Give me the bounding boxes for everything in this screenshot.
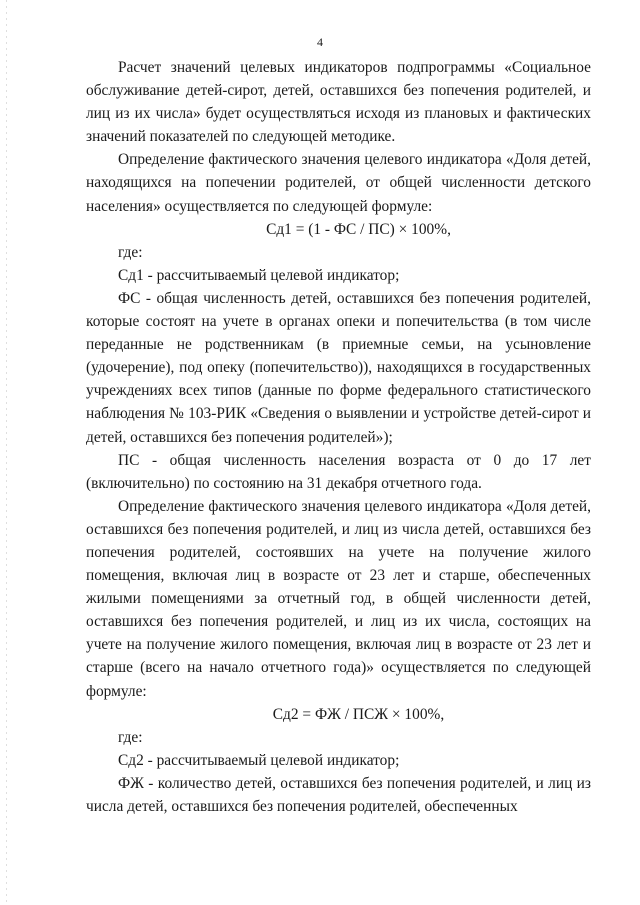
paragraph-ps-definition: ПС - общая численность населения возраста от 0 до 17 лет (включительно) по состоянию на 31 декабря отчетного года. — [86, 451, 591, 492]
scan-edge — [6, 0, 7, 905]
document-body — [86, 56, 591, 818]
paragraph-sd2-definition: Сд2 - рассчитываемый целевой индикатор; — [118, 751, 400, 769]
paragraph-definition-1: Определение фактического значения целевого индикатора «Доля детей, находящихся на попечении родителей, от общей численности детского населения» осуществляется по следующей формуле: — [86, 151, 591, 215]
formula-sd2: Сд2 = ФЖ / ПСЖ × 100%, — [272, 705, 445, 723]
paragraph-fs-definition: ФС - общая численность детей, оставшихся без попечения родителей, которые состоят на учете в органах опеки и попечительства (в том числе переданные не родственникам (в приемные семьи, на усыновление (удочерение), под опеку (попечительство)), находящихся в государственных учреждениях всех типов (данные по форме федерального статистического наблюдения № 103-РИК «Сведения о выявлении и устройстве детей-сирот и детей, оставшихся без попечения родителей»); — [86, 289, 591, 446]
formula-sd1: Сд1 = (1 - ФС / ПС) × 100%, — [266, 220, 451, 238]
paragraph-sd1-definition: Сд1 - рассчитываемый целевой индикатор; — [118, 266, 400, 284]
paragraph-intro: Расчет значений целевых индикаторов подпрограммы «Социальное обслуживание детей-сирот, детей, оставшихся без попечения родителей, и лиц из их числа» будет осуществляться исходя из плановых и фактических значений показателей по следующей методике. — [86, 59, 591, 146]
paragraph-fzh-definition: ФЖ - количество детей, оставшихся без попечения родителей, и лиц из числа детей, оставшихся без попечения родителей, обеспеченных — [86, 774, 591, 815]
paragraph-where-2: где: — [118, 728, 143, 746]
page-number: 4 — [317, 35, 323, 49]
paragraph-where-1: где: — [118, 243, 143, 261]
paragraph-definition-2: Определение фактического значения целевого индикатора «Доля детей, оставшихся без попечения родителей, и лиц из числа детей, оставшихся без попечения родителей, состоявших на учете на получение жилого помещения, включая лиц в возрасте от 23 лет и старше, обеспеченных жилыми помещениями за отчетный год, в общей численности детей, оставшихся без попечения родителей, и лиц из их числа, состоящих на учете на получение жилого помещения, включая лиц в возрасте от 23 лет и старше (всего на начало отчетного года)» осуществляется по следующей формуле: — [86, 497, 591, 700]
